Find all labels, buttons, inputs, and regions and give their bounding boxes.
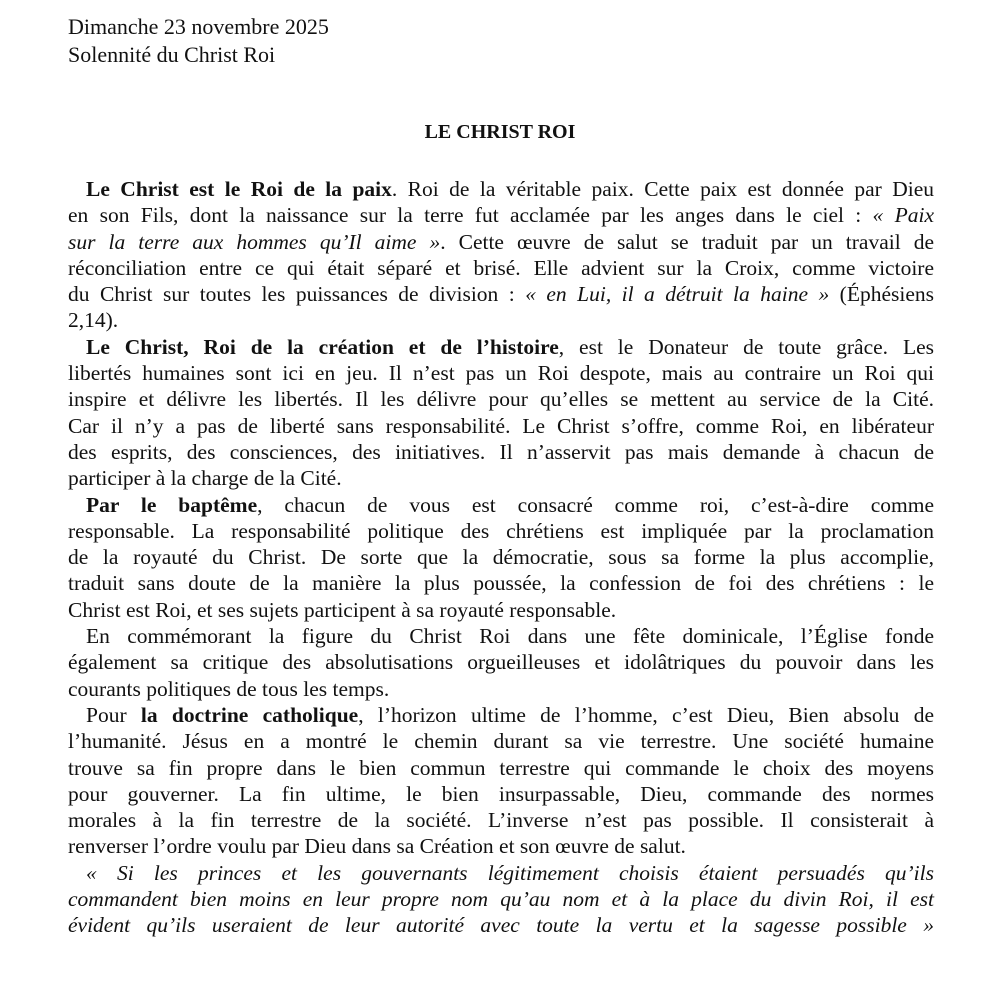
paragraph-baptism: Par le baptême, chacun de vous est consacré comme roi, c’est-à-dire comme responsable. La responsabilité politique des chrétiens est impliquée par la proclamation de la royauté du Christ. De sorte que la démocratie, sous sa forme la plus accomplie, traduit sans doute de la manière la plus poussée, la confession de foi des chrétiens : le Christ est Roi, et ses sujets participent à sa royauté responsable.	[68, 492, 934, 622]
feast-line: Solennité du Christ Roi	[68, 42, 276, 67]
paragraph-creation-history: Le Christ, Roi de la création et de l’histoire, est le Donateur de toute grâce. Les libertés humaines sont ici en jeu. Il n’est pas un Roi despote, mais au contraire un Roi qui inspire et délivre les libertés. Il les délivre pour qu’elles se mettent au service de la Cité. Car il n’y a pas de liberté sans responsabilité. Le Christ s’offre, comme Roi, en libérateur des esprits, des consciences, des initiatives. Il n’asservit pas mais demande à chacun de participer à la charge de la Cité.	[68, 334, 934, 491]
date-line: Dimanche 23 novembre 2025	[68, 14, 329, 39]
bold-heading: Le Christ, Roi de la création et de l’histoire	[86, 334, 559, 359]
bold-heading: Le Christ est le Roi de la paix	[86, 177, 392, 201]
bold-heading: Par le baptême	[86, 492, 258, 517]
paragraph-peace: Le Christ est le Roi de la paix. Roi de la véritable paix. Cette paix est donnée par Dieu en son Fils, dont la naissance sur la terre fut acclamée par les anges dans le ciel : « Paix sur la terre aux hommes qu’Il aime ». Cette œuvre de salut se traduit par un travail de réconciliation entre ce qui était séparé et brisé. Elle advient sur la Croix, comme victoire du Christ sur toutes les puissances de division : « en Lui, il a détruit la haine » (Éphésiens 2,14).	[68, 177, 934, 333]
quotation-paragraph: « Si les princes et les gouvernants légitimement choisis étaient persuadés qu’ils commandent bien moins en leur propre nom qu’au nom et à la place du divin Roi, il est évident qu’ils useraient de leur autorité avec toute la vertu et la sagesse possible »	[68, 860, 934, 938]
paragraph-commemoration: En commémorant la figure du Christ Roi dans une fête dominicale, l’Église fonde également sa critique des absolutisations orgueilleuses et idolâtriques du pouvoir dans les courants politiques de tous les temps.	[68, 624, 934, 701]
paragraph-catholic-doctrine: Pour la doctrine catholique, l’horizon ultime de l’homme, c’est Dieu, Bien absolu de l’humanité. Jésus en a montré le chemin durant sa vie terrestre. Une société humaine trouve sa fin propre dans le bien commun terrestre qui commande le choix des moyens pour gouverner. La fin ultime, le bien insurpassable, Dieu, commande des normes morales à la fin terrestre de la société. L’inverse n’est pas possible. Il consisterait à renverser l’ordre voulu par Dieu dans sa Création et son œuvre de salut.	[68, 702, 934, 859]
bold-heading: la doctrine catholique	[140, 702, 359, 727]
document-body	[68, 176, 934, 939]
document-title: LE CHRIST ROI	[424, 121, 576, 143]
